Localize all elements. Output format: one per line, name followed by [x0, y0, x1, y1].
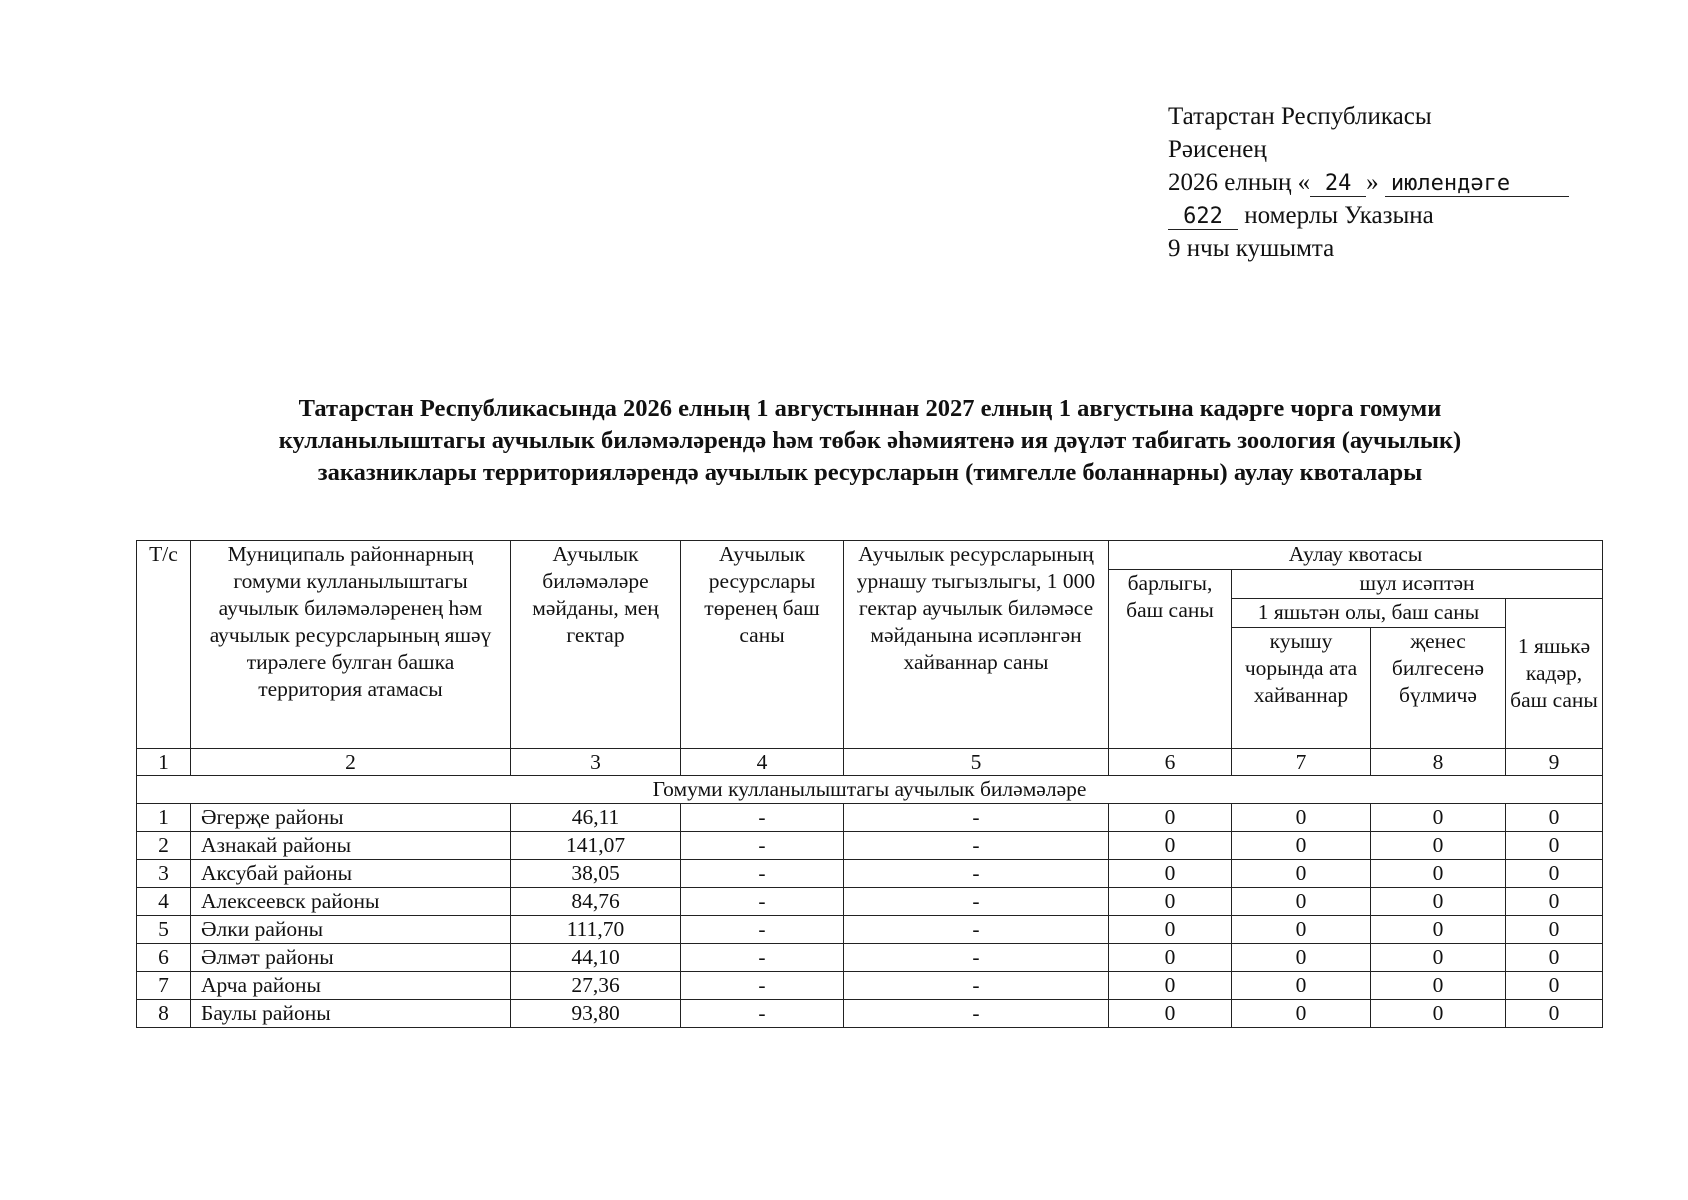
quota-total: 0: [1109, 888, 1232, 916]
row-number: 8: [137, 1000, 191, 1028]
area-value: 84,76: [511, 888, 681, 916]
quota-males: 0: [1232, 804, 1371, 832]
population-value: -: [681, 916, 844, 944]
quota-total: 0: [1109, 972, 1232, 1000]
quota-young: 0: [1506, 888, 1603, 916]
population-value: -: [681, 944, 844, 972]
density-value: -: [844, 888, 1109, 916]
header-males-rut: куышу чорында ата хайваннар: [1232, 628, 1371, 749]
quota-no-sex: 0: [1371, 972, 1506, 1000]
quota-males: 0: [1232, 860, 1371, 888]
district-name: Баулы районы: [191, 1000, 511, 1028]
annex-line-4: [1168, 199, 1569, 232]
table-body: [137, 804, 1603, 1028]
density-value: -: [844, 804, 1109, 832]
handwritten-month: июлендәге: [1385, 172, 1569, 197]
quota-total: 0: [1109, 1000, 1232, 1028]
table-row: [137, 804, 1603, 832]
density-value: -: [844, 944, 1109, 972]
header-population: Аучылык ресурслары төренең баш саны: [681, 541, 844, 749]
annex-line-5: 9 нчы кушымта: [1168, 235, 1335, 262]
annex-line-2: Рәисенең: [1168, 136, 1267, 163]
header-no: Т/с: [137, 541, 191, 749]
population-value: -: [681, 888, 844, 916]
column-number: 9: [1506, 749, 1603, 776]
annex-decree-suffix: номерлы Указына: [1244, 202, 1434, 229]
table-row: [137, 860, 1603, 888]
quota-young: 0: [1506, 944, 1603, 972]
population-value: -: [681, 804, 844, 832]
title-line-3: заказниклары территорияләрендә аучылык ресурсларын (тимгелле боланнарны) аулау квоталары: [317, 459, 1423, 486]
area-value: 46,11: [511, 804, 681, 832]
quota-males: 0: [1232, 832, 1371, 860]
quota-no-sex: 0: [1371, 916, 1506, 944]
title-line-2: кулланылыштагы аучылык биләмәләрендә һәм төбәк әһәмиятенә ия дәүләт табигать зоология (аучылык): [278, 427, 1462, 454]
quota-total: 0: [1109, 860, 1232, 888]
area-value: 38,05: [511, 860, 681, 888]
header-under-one-year: 1 яшькә кадәр, баш саны: [1506, 599, 1603, 749]
row-number: 3: [137, 860, 191, 888]
row-number: 4: [137, 888, 191, 916]
quota-males: 0: [1232, 972, 1371, 1000]
row-number: 7: [137, 972, 191, 1000]
district-name: Әлки районы: [191, 916, 511, 944]
handwritten-day: 24: [1310, 172, 1366, 197]
column-number: 8: [1371, 749, 1506, 776]
annex-line-3: [1168, 166, 1569, 199]
density-value: -: [844, 832, 1109, 860]
quota-no-sex: 0: [1371, 804, 1506, 832]
population-value: -: [681, 860, 844, 888]
quota-males: 0: [1232, 888, 1371, 916]
row-number: 1: [137, 804, 191, 832]
district-name: Аксубай районы: [191, 860, 511, 888]
area-value: 44,10: [511, 944, 681, 972]
column-number: 1: [137, 749, 191, 776]
district-name: Азнакай районы: [191, 832, 511, 860]
quota-total: 0: [1109, 832, 1232, 860]
header-district: Муниципаль районнарның гомуми кулланылыштагы аучылык биләмәләренең һәм аучылык ресурсларының яшәү тирәлеге булган башка территория атамасы: [191, 541, 511, 749]
column-number: 2: [191, 749, 511, 776]
table-row: [137, 832, 1603, 860]
column-number: 3: [511, 749, 681, 776]
header-total: барлыгы, баш саны: [1109, 570, 1232, 749]
quota-total: 0: [1109, 944, 1232, 972]
document-title: [130, 393, 1610, 489]
quota-young: 0: [1506, 916, 1603, 944]
district-name: Әгерҗе районы: [191, 804, 511, 832]
quota-no-sex: 0: [1371, 860, 1506, 888]
quota-young: 0: [1506, 1000, 1603, 1028]
annex-line-1: Татарстан Республикасы: [1168, 103, 1432, 130]
table-row: [137, 1000, 1603, 1028]
density-value: -: [844, 1000, 1109, 1028]
annex-date-prefix: 2026 елның «: [1168, 169, 1311, 196]
quota-no-sex: 0: [1371, 944, 1506, 972]
area-value: 141,07: [511, 832, 681, 860]
header-over-one-year: 1 яшьтән олы, баш саны: [1232, 599, 1506, 628]
density-value: -: [844, 860, 1109, 888]
header-no-sex-division: җенес билгесенә бүлмичә: [1371, 628, 1506, 749]
quota-total: 0: [1109, 916, 1232, 944]
district-name: Әлмәт районы: [191, 944, 511, 972]
table-row: [137, 972, 1603, 1000]
header-including: шул исәптән: [1232, 570, 1603, 599]
quota-young: 0: [1506, 804, 1603, 832]
quota-young: 0: [1506, 860, 1603, 888]
table-row: [137, 944, 1603, 972]
row-number: 5: [137, 916, 191, 944]
quota-males: 0: [1232, 1000, 1371, 1028]
title-line-1: Татарстан Республикасында 2026 елның 1 августыннан 2027 елның 1 августына кадәрге чорга гомуми: [298, 395, 1442, 422]
quota-young: 0: [1506, 972, 1603, 1000]
header-area: Аучылык биләмәләре мәйданы, мең гектар: [511, 541, 681, 749]
column-number: 5: [844, 749, 1109, 776]
district-name: Алексеевск районы: [191, 888, 511, 916]
handwritten-decree-number: 622: [1168, 205, 1238, 230]
annex-date-mid: »: [1366, 169, 1379, 196]
column-number: 6: [1109, 749, 1232, 776]
row-number: 6: [137, 944, 191, 972]
annex-reference: [1168, 100, 1569, 265]
header-quota: Аулау квотасы: [1109, 541, 1603, 570]
quota-total: 0: [1109, 804, 1232, 832]
section-title: Гомуми кулланылыштагы аучылык биләмәләре: [137, 776, 1603, 804]
area-value: 93,80: [511, 1000, 681, 1028]
quota-males: 0: [1232, 944, 1371, 972]
quota-young: 0: [1506, 832, 1603, 860]
quota-males: 0: [1232, 916, 1371, 944]
column-number: 7: [1232, 749, 1371, 776]
table-row: [137, 888, 1603, 916]
header-density: Аучылык ресурсларының урнашу тыгызлыгы, 1 000 гектар аучылык биләмәсе мәйданына исәпләнгән хайваннар саны: [844, 541, 1109, 749]
population-value: -: [681, 1000, 844, 1028]
density-value: -: [844, 916, 1109, 944]
area-value: 111,70: [511, 916, 681, 944]
quota-no-sex: 0: [1371, 832, 1506, 860]
row-number: 2: [137, 832, 191, 860]
population-value: -: [681, 972, 844, 1000]
quota-no-sex: 0: [1371, 1000, 1506, 1028]
quota-table: [136, 540, 1603, 1028]
area-value: 27,36: [511, 972, 681, 1000]
density-value: -: [844, 972, 1109, 1000]
table-row: [137, 916, 1603, 944]
district-name: Арча районы: [191, 972, 511, 1000]
population-value: -: [681, 832, 844, 860]
quota-no-sex: 0: [1371, 888, 1506, 916]
column-number: 4: [681, 749, 844, 776]
